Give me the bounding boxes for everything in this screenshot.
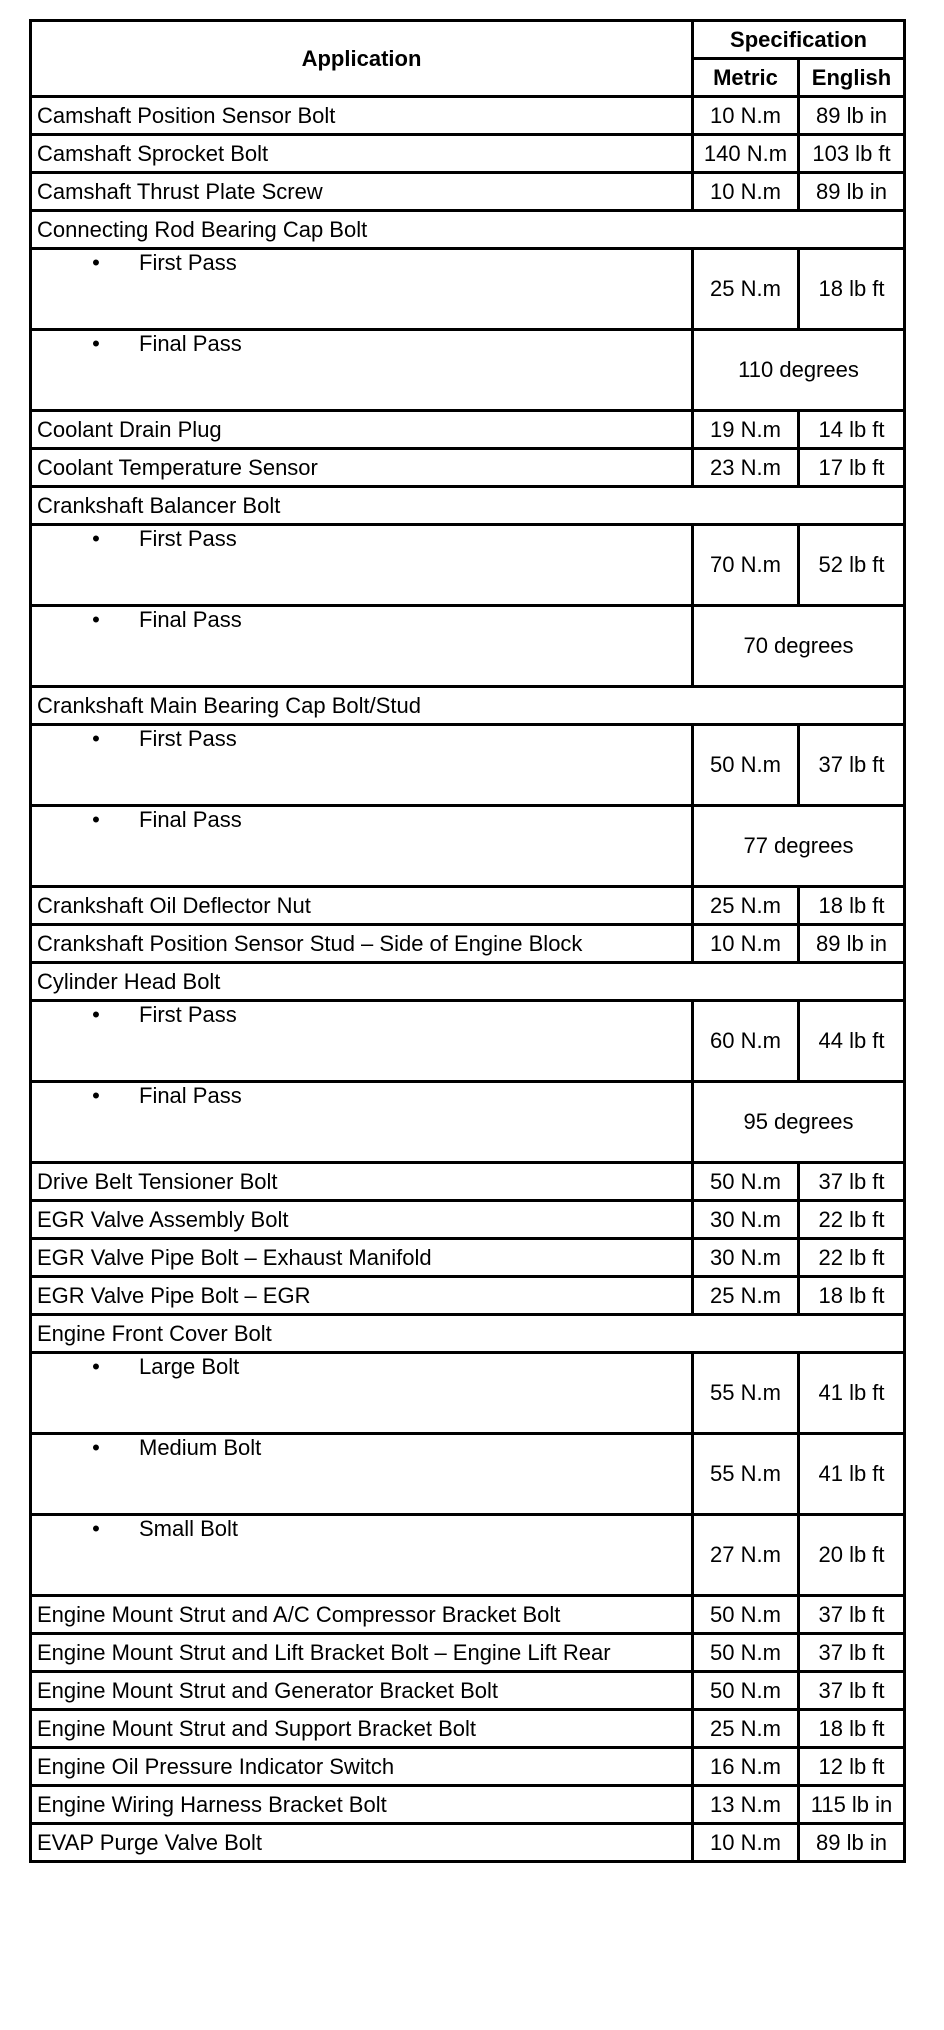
sub-item-cell: [31, 1515, 693, 1596]
table-row: [31, 1672, 905, 1710]
english-cell: 18 lb ft: [799, 249, 905, 330]
english-cell: 89 lb in: [799, 1824, 905, 1862]
english-cell: 17 lb ft: [799, 449, 905, 487]
sub-item-label: Small Bolt: [139, 1516, 239, 1541]
table-row: [31, 135, 905, 173]
group-header-row: [31, 687, 905, 725]
english-cell: 18 lb ft: [799, 1710, 905, 1748]
application-cell: Crankshaft Oil Deflector Nut: [31, 887, 693, 925]
bullet-icon: •: [92, 1516, 100, 1541]
english-cell: 41 lb ft: [799, 1353, 905, 1434]
english-cell: 44 lb ft: [799, 1001, 905, 1082]
bullet-icon: •: [92, 807, 100, 832]
table-row: [31, 887, 905, 925]
sub-item-label: Final Pass: [139, 807, 242, 832]
application-cell: Camshaft Sprocket Bolt: [31, 135, 693, 173]
metric-cell: 50 N.m: [693, 1634, 799, 1672]
metric-cell: 50 N.m: [693, 1596, 799, 1634]
sub-item-row: [31, 806, 905, 887]
table-body: [31, 97, 905, 1862]
english-cell: 89 lb in: [799, 97, 905, 135]
application-cell: Engine Oil Pressure Indicator Switch: [31, 1748, 693, 1786]
english-cell: 103 lb ft: [799, 135, 905, 173]
table-row: [31, 97, 905, 135]
application-header: Application: [31, 21, 693, 97]
english-cell: 37 lb ft: [799, 1163, 905, 1201]
english-header: English: [799, 59, 905, 97]
application-cell: Camshaft Position Sensor Bolt: [31, 97, 693, 135]
metric-cell: 25 N.m: [693, 887, 799, 925]
metric-cell: 23 N.m: [693, 449, 799, 487]
bullet-icon: •: [92, 1083, 100, 1108]
group-title-cell: Cylinder Head Bolt: [31, 963, 905, 1001]
table-row: [31, 411, 905, 449]
metric-cell: 25 N.m: [693, 1277, 799, 1315]
metric-cell: 55 N.m: [693, 1353, 799, 1434]
sub-item-cell: [31, 525, 693, 606]
bullet-icon: •: [92, 250, 100, 275]
sub-item-row: [31, 1353, 905, 1434]
angle-spec-cell: 70 degrees: [693, 606, 905, 687]
metric-cell: 30 N.m: [693, 1201, 799, 1239]
sub-item-label: First Pass: [139, 526, 237, 551]
metric-cell: 50 N.m: [693, 725, 799, 806]
table-row: [31, 449, 905, 487]
metric-cell: 10 N.m: [693, 97, 799, 135]
sub-item-cell: [31, 725, 693, 806]
metric-cell: 140 N.m: [693, 135, 799, 173]
english-cell: 14 lb ft: [799, 411, 905, 449]
english-cell: 115 lb in: [799, 1786, 905, 1824]
table-row: [31, 1748, 905, 1786]
table-row: [31, 1596, 905, 1634]
english-cell: 89 lb in: [799, 925, 905, 963]
sub-item-cell: [31, 606, 693, 687]
sub-item-row: [31, 1434, 905, 1515]
application-cell: Engine Mount Strut and Lift Bracket Bolt – Engine Lift Rear: [31, 1634, 693, 1672]
english-cell: 41 lb ft: [799, 1434, 905, 1515]
angle-spec-cell: 95 degrees: [693, 1082, 905, 1163]
sub-item-row: [31, 249, 905, 330]
table-row: [31, 173, 905, 211]
application-cell: Camshaft Thrust Plate Screw: [31, 173, 693, 211]
angle-spec-cell: 77 degrees: [693, 806, 905, 887]
metric-cell: 13 N.m: [693, 1786, 799, 1824]
english-cell: 37 lb ft: [799, 1596, 905, 1634]
sub-item-cell: [31, 330, 693, 411]
metric-cell: 50 N.m: [693, 1163, 799, 1201]
application-cell: Coolant Drain Plug: [31, 411, 693, 449]
sub-item-label: First Pass: [139, 1002, 237, 1027]
english-cell: 18 lb ft: [799, 887, 905, 925]
sub-item-row: [31, 330, 905, 411]
english-cell: 22 lb ft: [799, 1201, 905, 1239]
english-cell: 89 lb in: [799, 173, 905, 211]
group-header-row: [31, 487, 905, 525]
metric-cell: 70 N.m: [693, 525, 799, 606]
application-cell: EGR Valve Assembly Bolt: [31, 1201, 693, 1239]
group-header-row: [31, 963, 905, 1001]
sub-item-cell: [31, 1434, 693, 1515]
bullet-icon: •: [92, 526, 100, 551]
english-cell: 52 lb ft: [799, 525, 905, 606]
metric-cell: 25 N.m: [693, 249, 799, 330]
application-cell: Engine Wiring Harness Bracket Bolt: [31, 1786, 693, 1824]
bullet-icon: •: [92, 1354, 100, 1379]
bullet-icon: •: [92, 1435, 100, 1460]
sub-item-label: First Pass: [139, 726, 237, 751]
table-row: [31, 1634, 905, 1672]
sub-item-cell: [31, 249, 693, 330]
group-title-cell: Crankshaft Balancer Bolt: [31, 487, 905, 525]
application-cell: EGR Valve Pipe Bolt – Exhaust Manifold: [31, 1239, 693, 1277]
table-row: [31, 1786, 905, 1824]
metric-cell: 60 N.m: [693, 1001, 799, 1082]
sub-item-label: First Pass: [139, 250, 237, 275]
table-row: [31, 925, 905, 963]
sub-item-row: [31, 1515, 905, 1596]
sub-item-row: [31, 1001, 905, 1082]
metric-cell: 55 N.m: [693, 1434, 799, 1515]
table-row: [31, 1163, 905, 1201]
sub-item-cell: [31, 1001, 693, 1082]
english-cell: 12 lb ft: [799, 1748, 905, 1786]
metric-header: Metric: [693, 59, 799, 97]
sub-item-label: Large Bolt: [139, 1354, 240, 1379]
english-cell: 20 lb ft: [799, 1515, 905, 1596]
table-row: [31, 1277, 905, 1315]
sub-item-row: [31, 606, 905, 687]
group-title-cell: Connecting Rod Bearing Cap Bolt: [31, 211, 905, 249]
metric-cell: 16 N.m: [693, 1748, 799, 1786]
table-header: [31, 21, 905, 97]
english-cell: 37 lb ft: [799, 1634, 905, 1672]
metric-cell: 10 N.m: [693, 1824, 799, 1862]
table-row: [31, 1710, 905, 1748]
metric-cell: 30 N.m: [693, 1239, 799, 1277]
table-row: [31, 1201, 905, 1239]
application-cell: EGR Valve Pipe Bolt – EGR: [31, 1277, 693, 1315]
sub-item-row: [31, 1082, 905, 1163]
sub-item-label: Medium Bolt: [139, 1435, 262, 1460]
sub-item-label: Final Pass: [139, 607, 242, 632]
application-cell: Coolant Temperature Sensor: [31, 449, 693, 487]
application-cell: Crankshaft Position Sensor Stud – Side of Engine Block: [31, 925, 693, 963]
application-cell: Engine Mount Strut and A/C Compressor Bracket Bolt: [31, 1596, 693, 1634]
application-cell: Drive Belt Tensioner Bolt: [31, 1163, 693, 1201]
group-title-cell: Engine Front Cover Bolt: [31, 1315, 905, 1353]
metric-cell: 27 N.m: [693, 1515, 799, 1596]
english-cell: 18 lb ft: [799, 1277, 905, 1315]
metric-cell: 10 N.m: [693, 925, 799, 963]
english-cell: 37 lb ft: [799, 725, 905, 806]
sub-item-row: [31, 525, 905, 606]
application-cell: EVAP Purge Valve Bolt: [31, 1824, 693, 1862]
english-cell: 37 lb ft: [799, 1672, 905, 1710]
specification-header: Specification: [693, 21, 905, 59]
sub-item-cell: [31, 1082, 693, 1163]
sub-item-label: Final Pass: [139, 331, 242, 356]
metric-cell: 19 N.m: [693, 411, 799, 449]
header-row-top: [31, 21, 905, 59]
bullet-icon: •: [92, 607, 100, 632]
torque-specification-table: [29, 19, 906, 1863]
table-row: [31, 1239, 905, 1277]
bullet-icon: •: [92, 726, 100, 751]
metric-cell: 10 N.m: [693, 173, 799, 211]
application-cell: Engine Mount Strut and Generator Bracket Bolt: [31, 1672, 693, 1710]
bullet-icon: •: [92, 1002, 100, 1027]
sub-item-cell: [31, 1353, 693, 1434]
angle-spec-cell: 110 degrees: [693, 330, 905, 411]
bullet-icon: •: [92, 331, 100, 356]
sub-item-label: Final Pass: [139, 1083, 242, 1108]
group-header-row: [31, 211, 905, 249]
english-cell: 22 lb ft: [799, 1239, 905, 1277]
sub-item-row: [31, 725, 905, 806]
metric-cell: 50 N.m: [693, 1672, 799, 1710]
application-cell: Engine Mount Strut and Support Bracket Bolt: [31, 1710, 693, 1748]
group-header-row: [31, 1315, 905, 1353]
group-title-cell: Crankshaft Main Bearing Cap Bolt/Stud: [31, 687, 905, 725]
metric-cell: 25 N.m: [693, 1710, 799, 1748]
table-row: [31, 1824, 905, 1862]
sub-item-cell: [31, 806, 693, 887]
